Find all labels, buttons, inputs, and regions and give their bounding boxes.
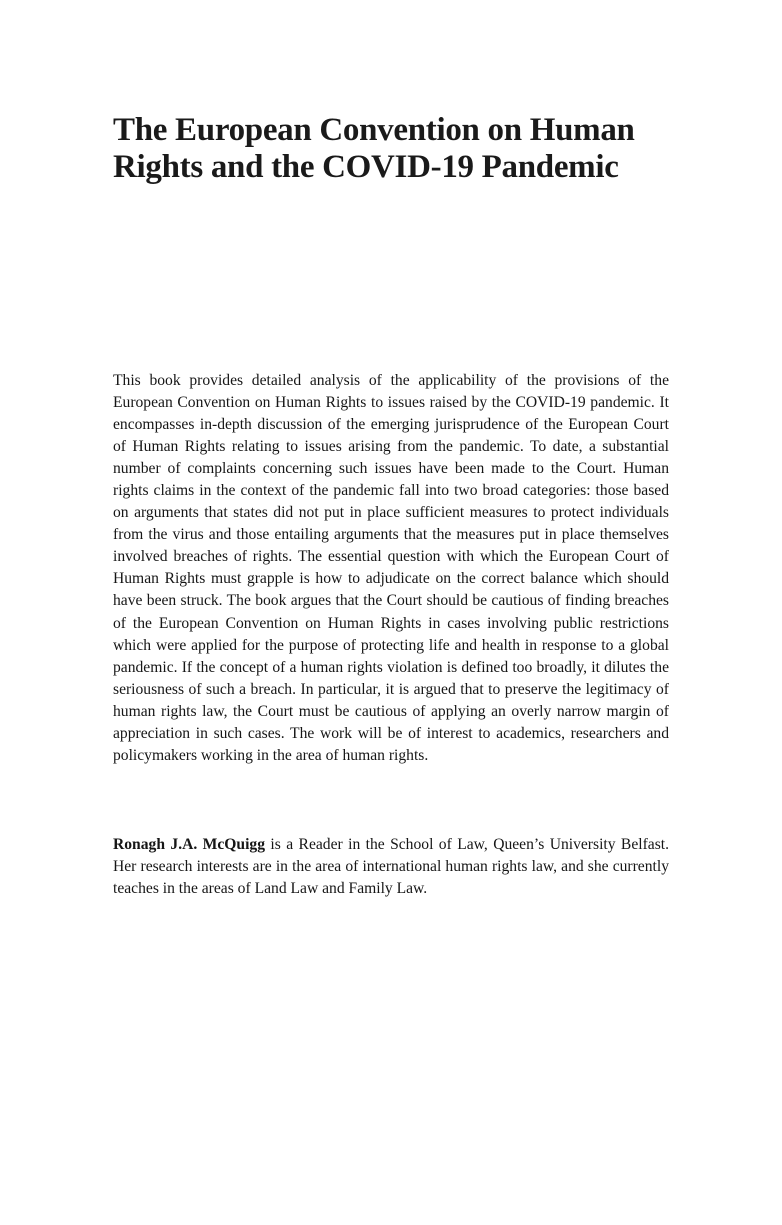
book-title-line-1: The European Convention on Human	[113, 112, 635, 148]
book-title-line-2: Rights and the COVID-19 Pandemic	[113, 149, 619, 185]
author-name: Ronagh J.A. McQuigg	[113, 836, 266, 853]
author-bio	[113, 834, 669, 900]
book-description: This book provides detailed analysis of the applicability of the provisions of the European Convention on Human Rights to issues raised by the COVID-19 pandemic. It encompasses in-depth discussion of the emerging jurisprudence of the European Court of Human Rights relating to issues arising from the pandemic. To date, a substantial number of complaints concerning such issues have been made to the Court. Human rights claims in the context of the pandemic fall into two broad categories: those based on arguments that states did not put in place sufficient measures to protect individuals from the virus and those entailing arguments that the measures put in place themselves involved breaches of rights. The essential question with which the European Court of Human Rights must grapple is how to adjudicate on the correct balance which should have been struck. The book argues that the Court should be cautious of finding breaches of the European Convention on Human Rights in cases involving public restrictions which were applied for the purpose of protecting life and health in response to a global pandemic. If the concept of a human rights violation is defined too broadly, it dilutes the seriousness of such a breach. In particular, it is argued that to preserve the legitimacy of human rights law, the Court must be cautious of applying an overly narrow margin of appreciation in such cases. The work will be of interest to academics, researchers and policymakers working in the area of human rights.	[113, 372, 669, 764]
book-title	[113, 112, 713, 186]
author-bio-text: is a Reader in the School of Law, Queen’s University Belfast. Her research interests are in the area of international human rights law, and she currently teaches in the areas of Land Law and Family Law.	[113, 836, 669, 898]
